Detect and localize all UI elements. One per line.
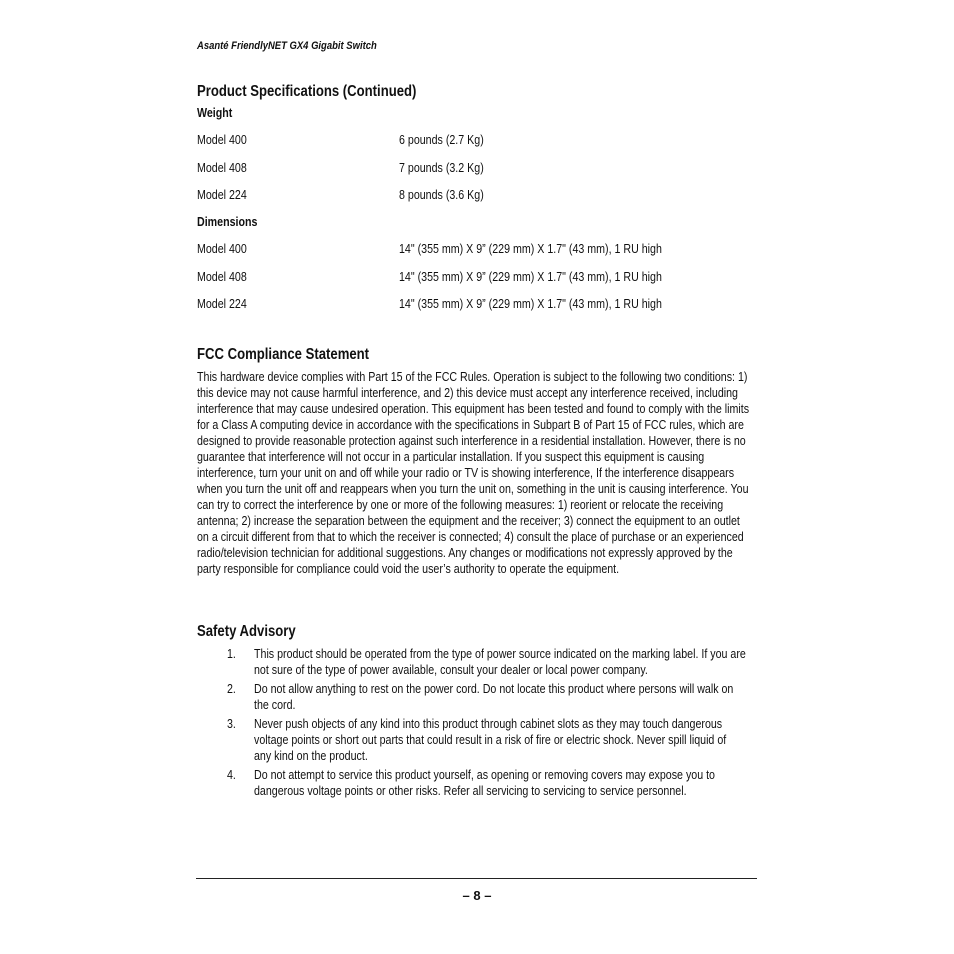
list-text: Never push objects of any kind into this product through cabinet slots as they may touch dangerous voltage points or short out parts that could result in a risk of fire or electric shock. Never spill liquid of any kind on the product. — [254, 716, 727, 763]
list-number: 2. — [227, 681, 236, 696]
weight-heading: Weight — [197, 105, 233, 120]
weight-row-label: Model 400 — [197, 132, 247, 147]
weight-row-value: 8 pounds (3.6 Kg) — [399, 187, 484, 202]
dimensions-row-value: 14" (355 mm) X 9” (229 mm) X 1.7" (43 mm), 1 RU high — [399, 241, 662, 256]
footer-rule — [196, 878, 757, 879]
page-number: – 8 – — [462, 888, 492, 903]
dimensions-row-value: 14" (355 mm) X 9” (229 mm) X 1.7" (43 mm), 1 RU high — [399, 269, 662, 284]
weight-row-value: 6 pounds (2.7 Kg) — [399, 132, 484, 147]
list-number: 3. — [227, 716, 236, 731]
weight-row-label: Model 408 — [197, 160, 247, 175]
running-header: Asanté FriendlyNET GX4 Gigabit Switch — [197, 40, 377, 52]
dimensions-heading: Dimensions — [197, 214, 258, 229]
fcc-heading: FCC Compliance Statement — [197, 346, 370, 363]
specs-title: Product Specifications (Continued) — [197, 83, 417, 100]
list-text: Do not allow anything to rest on the power cord. Do not locate this product where persons will walk on the cord. — [254, 681, 734, 712]
list-text: This product should be operated from the type of power source indicated on the marking label. If you are not sure of the type of power available, consult your dealer or local power company. — [254, 646, 746, 677]
fcc-body: This hardware device complies with Part 15 of the FCC Rules. Operation is subject to the following two conditions: 1) this device may not cause harmful interference, and 2) this device must accept any interference received, including interference that may cause undesired operation. This equipment has been tested and found to comply with the limits for a Class A computing device in accordance with the specifications in Subpart B of Part 15 of FCC rules, which are designed to provide reasonable protection against such interference in a residential installation. However, there is no guarantee that interference will not occur in a particular installation. If you suspect this equipment is causing interference, turn your unit on and off while your radio or TV is showing interference, If the interference disappears when you turn the unit off and reappears when you turn the unit on, something in the unit is causing interference. You can try to correct the interference by one or more of the following measures: 1) reorient or relocate the receiving antenna; 2) increase the separation between the equipment and the receiver; 3) connect the equipment to an outlet on a circuit different from that to which the receiver is connected; 4) consult the place of purchase or an experienced radio/television technician for additional suggestions. Any changes or modifications not expressly approved by the party responsible for compliance could void the user’s authority to operate the equipment. — [197, 369, 750, 576]
list-number: 4. — [227, 767, 236, 782]
dimensions-row-label: Model 408 — [197, 269, 247, 284]
safety-heading: Safety Advisory — [197, 623, 296, 640]
weight-row-value: 7 pounds (3.2 Kg) — [399, 160, 484, 175]
list-text: Do not attempt to service this product yourself, as opening or removing covers may expose you to dangerous voltage points or other risks. Refer all servicing to servicing to service personnel. — [254, 767, 715, 798]
weight-row-label: Model 224 — [197, 187, 247, 202]
list-number: 1. — [227, 646, 236, 661]
dimensions-row-label: Model 224 — [197, 296, 247, 311]
dimensions-row-label: Model 400 — [197, 241, 247, 256]
dimensions-row-value: 14" (355 mm) X 9” (229 mm) X 1.7" (43 mm), 1 RU high — [399, 296, 662, 311]
